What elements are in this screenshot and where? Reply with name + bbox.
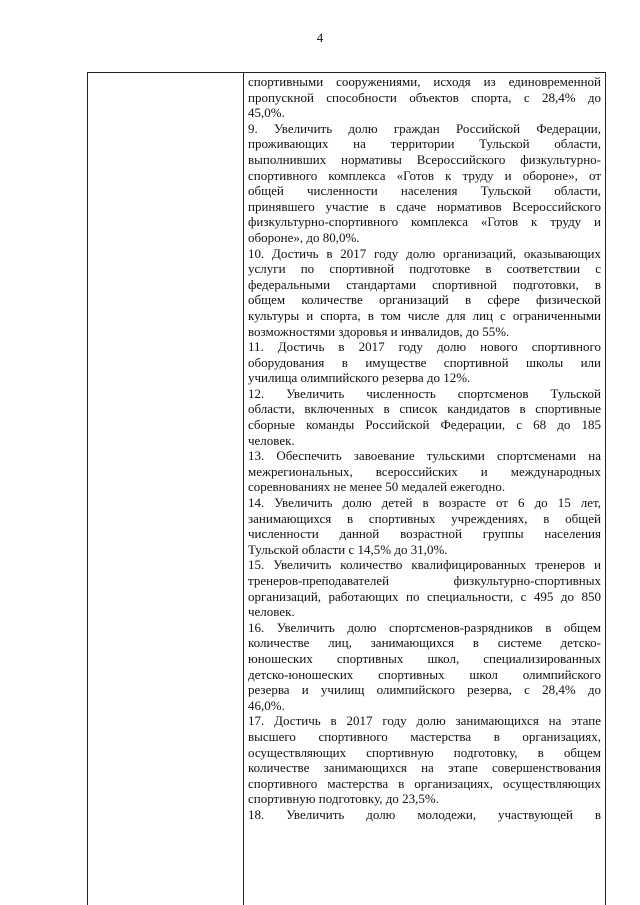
text-line: физкультурно-спортивного комплекса «Готов к труду и xyxy=(248,214,601,230)
text-line: 11. Достичь в 2017 году долю нового спортивного xyxy=(248,339,601,355)
text-line: высшего спортивного мастерства в организациях, xyxy=(248,728,601,744)
text-line: 45,0%. xyxy=(248,105,285,121)
text-line: общем количестве организаций в сфере физической xyxy=(248,292,601,308)
text-line: принявшего участие в сдаче нормативов Всероссийского xyxy=(248,198,601,214)
text-line: соревнованиях не менее 50 медалей ежегодно. xyxy=(248,479,506,495)
text-line: резерва и училищ олимпийского резерва, с 28,4% до xyxy=(248,682,601,698)
text-line: численности данной возрастной группы населения xyxy=(248,526,601,542)
text-line: юношеских спортивных школ, специализированных xyxy=(248,650,601,666)
text-line: человек. xyxy=(248,604,295,620)
text-line: осуществляющих спортивную подготовку, в общем xyxy=(248,744,601,760)
text-line: 12. Увеличить численность спортсменов Тульской xyxy=(248,385,601,401)
text-line: оборудования в имуществе спортивной школы или xyxy=(248,354,601,370)
text-line: 46,0%. xyxy=(248,697,285,713)
text-line: 17. Достичь в 2017 году долю занимающихся на этапе xyxy=(248,713,601,729)
text-line: спортивного мастерства в организациях, осуществляющих xyxy=(248,775,601,791)
text-line: 16. Увеличить долю спортсменов-разрядников в общем xyxy=(248,619,601,635)
text-line: количестве занимающихся на этапе совершенствования xyxy=(248,760,601,776)
text-line: спортивную подготовку, до 23,5%. xyxy=(248,791,439,807)
text-line: услуги по спортивной подготовке в соответствии с xyxy=(248,261,601,277)
text-line: 18. Увеличить долю молодежи, участвующей в xyxy=(248,806,601,822)
table-left-column xyxy=(88,73,244,905)
table-right-column xyxy=(244,73,605,905)
text-line: 13. Обеспечить завоевание тульскими спортсменами на xyxy=(248,448,601,464)
text-line: занимающихся в спортивных учреждениях, в общей xyxy=(248,510,601,526)
page-number: 4 xyxy=(316,30,324,45)
text-line: культуры и спорта, в том числе для лиц с ограниченными xyxy=(248,307,601,323)
text-line: спортивного комплекса «Готов к труду и обороне», от xyxy=(248,167,601,183)
text-line: тренеров-преподавателей физкультурно-спортивных xyxy=(248,573,601,588)
text-line: человек. xyxy=(248,432,295,448)
text-line: спортивными сооружениями, исходя из единовременной xyxy=(248,74,601,89)
text-line: обороне», до 80,0%. xyxy=(248,229,360,245)
document-table xyxy=(87,72,606,905)
text-line: области, включенных в список кандидатов в спортивные xyxy=(248,401,601,417)
text-line: 10. Достичь в 2017 году долю организаций, оказывающих xyxy=(248,245,601,261)
text-line: училища олимпийского резерва до 12%. xyxy=(248,370,471,386)
text-line: 9. Увеличить долю граждан Российской Федерации, xyxy=(248,120,601,136)
text-line: общей численности населения Тульской области, xyxy=(248,183,601,199)
text-line: выполнивших нормативы Всероссийского физкультурно- xyxy=(248,151,601,167)
text-line: организаций, работающих по специальности, с 495 до 850 xyxy=(248,588,601,604)
text-line: межрегиональных, всероссийских и международных xyxy=(248,463,601,479)
text-line: детско-юношеских спортивных школ олимпийского xyxy=(248,666,601,682)
text-line: проживающих на территории Тульской области, xyxy=(248,136,601,152)
text-line: 14. Увеличить долю детей в возрасте от 6 до 15 лет, xyxy=(248,495,601,511)
text-line: 15. Увеличить количество квалифицированных тренеров и xyxy=(248,557,601,573)
text-line: пропускной способности объектов спорта, с 28,4% до xyxy=(248,89,601,105)
text-line: количестве лиц, занимающихся в системе детско- xyxy=(248,635,601,651)
text-line: федеральными стандартами спортивной подготовки, в xyxy=(248,276,601,292)
text-line: сборные команды Российской Федерации, с 68 до 185 xyxy=(248,417,601,433)
text-line: возможностями здоровья и инвалидов, до 55%. xyxy=(248,323,510,339)
text-line: Тульской области с 14,5% до 31,0%. xyxy=(248,541,448,557)
